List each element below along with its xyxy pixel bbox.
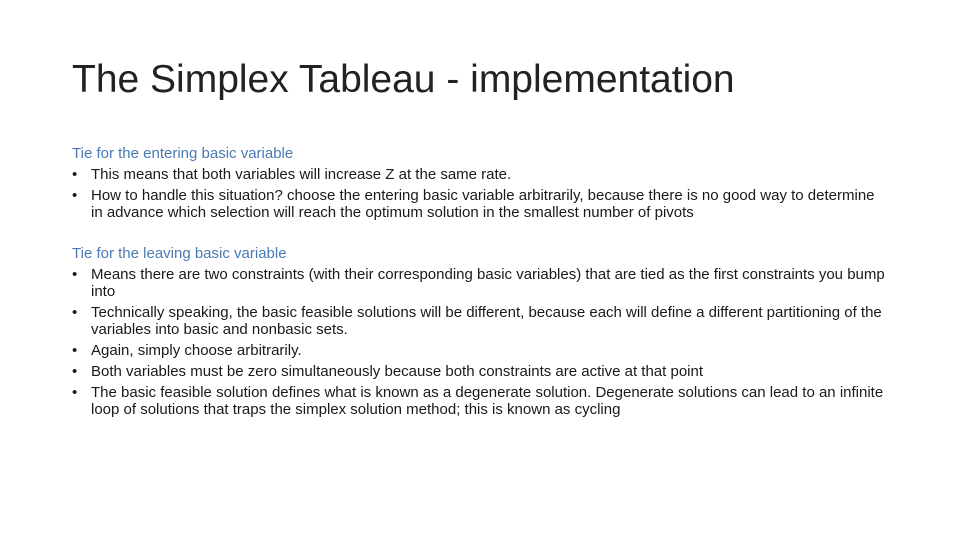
bullet-icon: •	[72, 266, 78, 283]
section-heading: Tie for the leaving basic variable	[72, 245, 287, 262]
bullet-text: Again, simply choose arbitrarily.	[91, 342, 302, 359]
section-leaving-variable	[72, 245, 887, 418]
bullet-list	[72, 166, 887, 221]
bullet-icon: •	[72, 166, 78, 183]
bullet-text: Means there are two constraints (with their corresponding basic variables) that are tied as the first constraints you bump into	[91, 266, 885, 300]
list-item	[72, 187, 887, 221]
list-item	[72, 266, 887, 300]
bullet-icon: •	[72, 384, 78, 401]
bullet-text: The basic feasible solution defines what is known as a degenerate solution. Degenerate solutions can lead to an infinite loop of solutions that traps the simplex solution method; this is known as cycling	[91, 384, 884, 418]
list-item	[72, 342, 887, 359]
bullet-text: Technically speaking, the basic feasible solutions will be different, because each will define a different partitioning of the variables into basic and nonbasic sets.	[91, 304, 882, 338]
bullet-text: How to handle this situation? choose the entering basic variable arbitrarily, because there is no good way to determine in advance which selection will reach the optimum solution in the smallest number of pivots	[91, 187, 875, 221]
list-item	[72, 384, 887, 418]
section-heading: Tie for the entering basic variable	[72, 145, 294, 162]
bullet-text: This means that both variables will increase Z at the same rate.	[91, 166, 512, 183]
list-item	[72, 166, 887, 183]
bullet-icon: •	[72, 363, 78, 380]
list-item	[72, 363, 887, 380]
bullet-text: Both variables must be zero simultaneously because both constraints are active at that point	[91, 363, 704, 380]
bullet-icon: •	[72, 342, 78, 359]
section-entering-variable	[72, 145, 887, 221]
bullet-list	[72, 266, 887, 418]
list-item	[72, 304, 887, 338]
slide-body	[72, 145, 887, 422]
bullet-icon: •	[72, 304, 78, 321]
slide-title: The Simplex Tableau - implementation	[72, 58, 735, 101]
bullet-icon: •	[72, 187, 78, 204]
